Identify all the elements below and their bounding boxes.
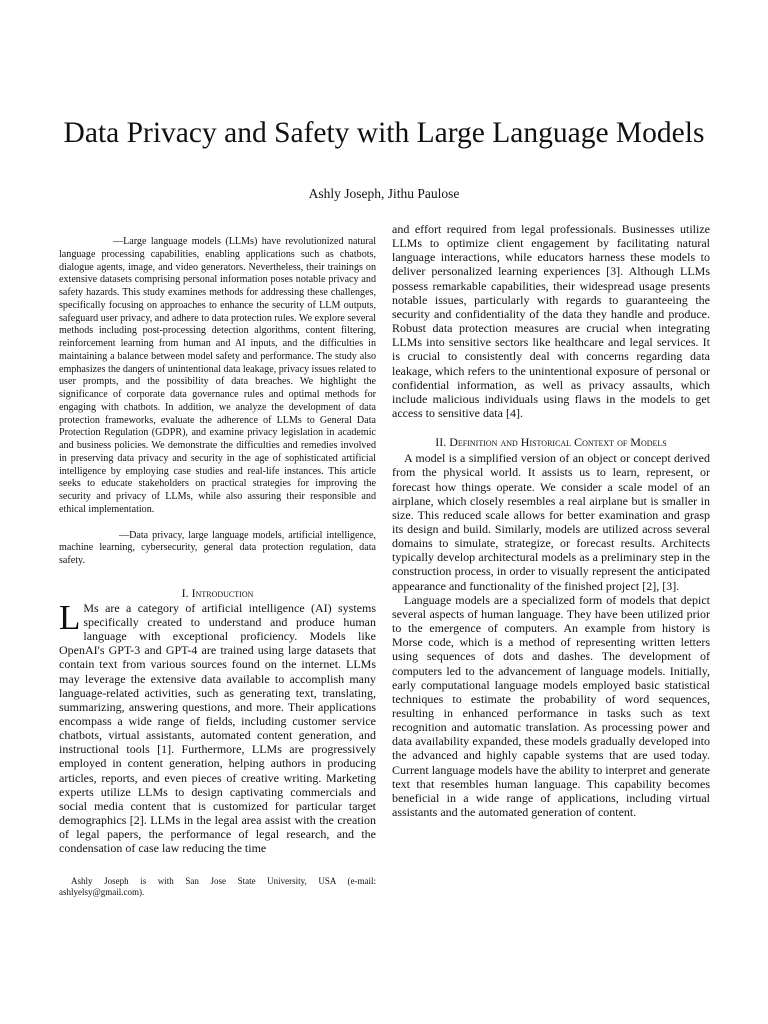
definition-paragraph-1: A model is a simplified version of an object or concept derived from the physical world. It assists us to learn, represent, or forecast how things operate. We consider a scale model of an airplane, which closely resembles a real airplane but is smaller in size. This reduced scale allows for better examination and grasp its design and build. Similarly, models are utilized across several domains to simulate, strategize, or forecast results. Architects typically develop architectural models as a preliminary step in the construction process, in order to visually represent the anticipated appearance and functionality of the finished project [2], [3].: [392, 451, 710, 593]
paper-authors: Ashly Joseph, Jithu Paulose: [308, 186, 460, 201]
section-heading-introduction: I. Introduction: [181, 585, 254, 600]
introduction-continuation: and effort required from legal professionals. Businesses utilize LLMs to optimize client engagement by facilitating natural language interactions, while educators harness these models to deliver personalized learning experiences [3]. Although LLMs possess remarkable capabilities, their widespread usage presents notable issues, particularly with regards to guaranteeing the security and confidentiality of the data they handle and produce. Robust data protection measures are crucial when integrating LLMs into sensitive sectors like healthcare and legal services. It is crucial to consistently deal with concerns regarding data leakage, which refers to the unintentional exposure of personal or confidential information, as well as privacy assaults, which include malicious individuals using flaws in the models to get access to sensitive data [4].: [392, 222, 710, 421]
index-terms: —Data privacy, large language models, artificial intelligence, machine learning, cybersecurity, general data protection regulation, data safety.: [59, 529, 376, 566]
left-column: [59, 236, 376, 898]
section-heading-definition: II. Definition and Historical Context of Models: [435, 435, 667, 450]
paper-title: Data Privacy and Safety with Large Language Models: [63, 117, 705, 149]
definition-paragraph-2: Language models are a specialized form of models that depict several aspects of human language. They have been utilized prior to the emergence of computers. An example from history is Morse code, which is a method of representing written letters using sequences of dots and dashes. The development of computers led to the advancement of language models. Initially, early computational language models employed basic statistical techniques to estimate the probability of word sequences, resulting in enhanced performance in tasks such as text recognition and automatic translation. As processing power and data availability expanded, these models gradually developed into the advanced and highly capable systems that are used today. Current language models have the ability to interpret and generate text that resembles human language. This capability becomes beneficial in a wide range of applications, including virtual assistants and the automated generation of content.: [392, 592, 710, 820]
author-footnote: Ashly Joseph is with San Jose State University, USA (e-mail: ashlyelsy@gmail.com).: [59, 875, 376, 897]
drop-cap: L: [59, 597, 81, 637]
right-column: [392, 222, 710, 819]
introduction-paragraph: [59, 597, 376, 856]
abstract: —Large language models (LLMs) have revolutionized natural language processing capabilities, enabling applications such as chatbots, dialogue agents, image, and video generators. Nevertheless, their trainings on extensive datasets comprising personal information poses notable privacy and safety hazards. This study examines methods for addressing these challenges, specifically focusing on approaches to enhance the security of LLM outputs, safeguard user privacy, and adhere to data protection rules. We explore several methods including post-processing detection algorithms, content filtering, reinforcement learning from human and AI inputs, and the difficulties in maintaining a balance between model safety and performance. The study also emphasizes the dangers of unintentional data leakage, privacy issues related to user prompts, and the possibility of data breaches. We highlight the significance of corporate data governance rules and optimal methods for engaging with chatbots. In addition, we analyze the development of data protection frameworks, evaluate the adherence of LLMs to General Data Protection Regulation (GDPR), and examine privacy legislation in academic and business policies. We demonstrate the difficulties and remedies involved in preserving data privacy and security in the age of sophisticated artificial intelligence by employing case studies and real-life instances. This article seeks to educate stakeholders on practical strategies for improving the security and privacy of LLMs, while also assuring their responsible and ethical implementation.: [59, 236, 377, 515]
introduction-text: Ms are a category of artificial intelligence (AI) systems specifically created to understand and produce human language with exceptional proficiency. Models like OpenAI's GPT-3 and GPT-4 are trained using large datasets that contain text from various sources found on the internet. LLMs may leverage the extensive data available to accomplish many language-related activities, such as generating text, translating, summarizing, answering questions, and more. Their applications encompass a wide range of fields, including customer service chatbots, virtual assistants, automated content generation, and instructional tools [1]. Furthermore, LLMs are progressively employed in content generation, helping authors in producing articles, reports, and even pieces of creative writing. Marketing experts utilize LLMs to design captivating commercials and social media content that is customized for particular target demographics [2]. LLMs in the legal area assist with the creation of legal papers, the performance of legal research, and the condensation of case law reducing the time: [59, 600, 376, 856]
